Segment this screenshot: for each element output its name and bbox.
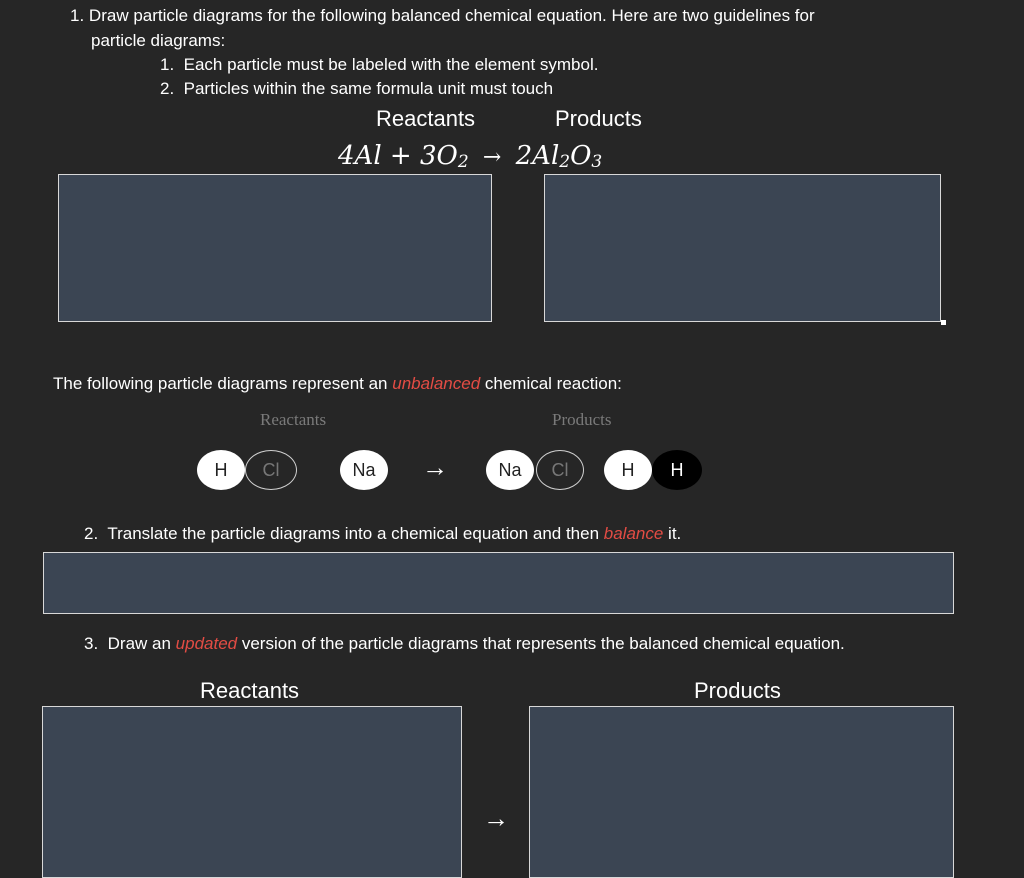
- unbalanced-highlight: unbalanced: [392, 374, 481, 393]
- resize-handle[interactable]: [941, 320, 946, 325]
- q1-products-answer-box[interactable]: [544, 174, 941, 322]
- q3-prefix: Draw an: [107, 634, 176, 653]
- guideline-1-num: 1.: [160, 55, 175, 74]
- particle-cl-product: Cl: [536, 450, 584, 490]
- guideline-1: [160, 53, 598, 77]
- particle-reactants-label: Reactants: [260, 410, 327, 429]
- q1-products-label: Products: [555, 106, 642, 131]
- eq-product-al2o3: $2Al_2O_3$: [515, 141, 603, 172]
- q3-suffix: version of the particle diagrams that represents the balanced chemical equation.: [237, 634, 845, 653]
- q3-highlight: updated: [175, 634, 238, 653]
- guideline-1-text: Each particle must be labeled with the element symbol.: [183, 55, 599, 74]
- q1-reactants-label: Reactants: [376, 106, 476, 131]
- q2-line: [84, 522, 681, 546]
- balanced-equation: [338, 140, 602, 178]
- q1-number: 1.: [70, 6, 85, 25]
- q2-suffix: it.: [663, 524, 682, 543]
- eq-reactant-o2: $3O_2$: [419, 141, 469, 172]
- eq-arrow: →: [482, 145, 502, 170]
- q2-number: 2.: [84, 524, 99, 543]
- guideline-2-num: 2.: [160, 79, 175, 98]
- guideline-2: [160, 77, 553, 101]
- q3-arrow: →: [483, 803, 509, 833]
- q3-line: [84, 632, 845, 656]
- eq-plus: +: [389, 141, 412, 171]
- particle-h-product-2: H: [652, 450, 702, 490]
- q3-products-label: Products: [694, 678, 781, 703]
- q2-highlight: balance: [603, 524, 664, 543]
- unbalanced-intro: [53, 372, 622, 396]
- particle-cl-reactant: Cl: [245, 450, 297, 490]
- unbalanced-prefix: The following particle diagrams represent an: [53, 374, 393, 393]
- particle-products-label: Products: [552, 410, 612, 429]
- q2-answer-box[interactable]: [43, 552, 954, 614]
- q2-prefix: Translate the particle diagrams into a chemical equation and then: [107, 524, 604, 543]
- particle-h-reactant: H: [197, 450, 245, 490]
- unbalanced-suffix: chemical reaction:: [480, 374, 622, 393]
- q1-line1: [70, 4, 815, 28]
- q3-products-answer-box[interactable]: [529, 706, 954, 878]
- particle-na-product: Na: [486, 450, 534, 490]
- particle-arrow: →: [422, 452, 448, 482]
- q1-text-line1: Draw particle diagrams for the following balanced chemical equation. Here are two guidelines for: [88, 6, 815, 25]
- q3-number: 3.: [84, 634, 99, 653]
- q3-reactants-answer-box[interactable]: [42, 706, 462, 878]
- particle-na-reactant: Na: [340, 450, 388, 490]
- eq-reactant-al: 4Al: [338, 141, 382, 171]
- q1-reactants-answer-box[interactable]: [58, 174, 492, 322]
- q1-line2: particle diagrams:: [91, 31, 226, 50]
- guideline-2-text: Particles within the same formula unit must touch: [183, 79, 554, 98]
- q3-reactants-label: Reactants: [200, 678, 300, 703]
- particle-h-product-1: H: [604, 450, 652, 490]
